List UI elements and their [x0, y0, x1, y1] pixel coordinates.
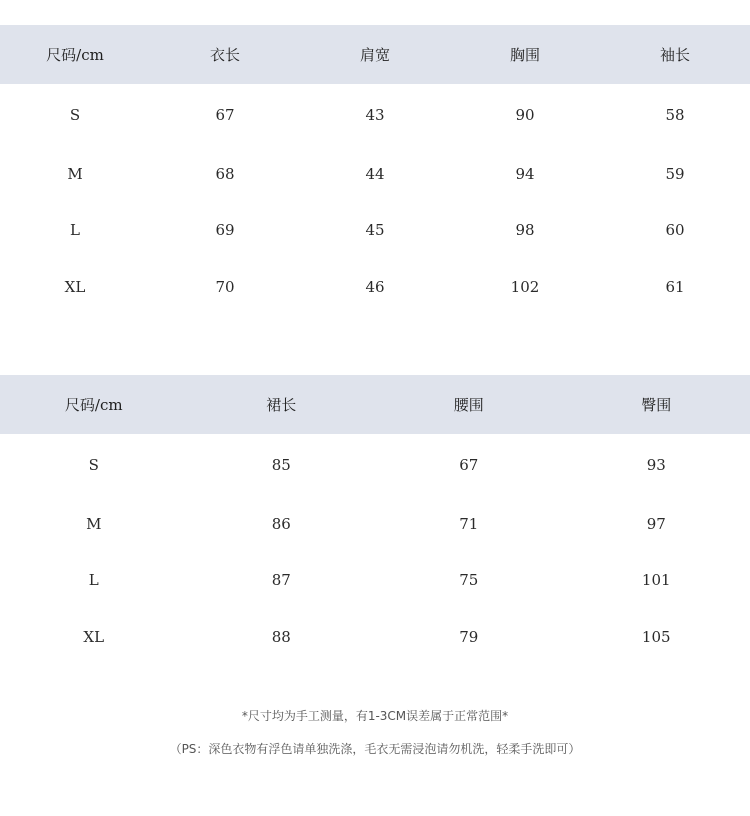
table-row [0, 84, 750, 145]
table-row [0, 145, 750, 202]
header-length: 衣长 [150, 25, 300, 84]
table-header-row [0, 25, 750, 84]
table-cell: 90 [515, 105, 535, 124]
measurement-note: *尺寸均为手工测量，有1-3CM误差属于正常范围* [241, 709, 509, 723]
table-cell: 59 [665, 164, 685, 183]
table-cell: L [70, 221, 80, 239]
table-cell: 71 [459, 514, 479, 533]
care-note: （PS：深色衣物有浮色请单独洗涤，毛衣无需浸泡请勿机洗，轻柔手洗即可） [169, 742, 581, 756]
table-cell: 105 [641, 627, 671, 646]
table-cell: 75 [459, 571, 479, 589]
table-row [0, 552, 750, 608]
table-cell: 86 [271, 514, 291, 533]
table-cell: 85 [271, 455, 291, 474]
table-cell: XL [64, 277, 86, 296]
header-size: 尺码/cm [0, 25, 150, 84]
header-sleeve: 袖长 [600, 25, 750, 84]
table-cell: 70 [215, 277, 235, 296]
header-chest: 胸围 [450, 25, 600, 84]
table-cell: 46 [365, 277, 385, 296]
table-row [0, 495, 750, 552]
table-cell: M [67, 164, 83, 183]
bottom-size-table [0, 375, 750, 665]
table-cell: 93 [646, 455, 666, 474]
table-cell: 102 [510, 277, 540, 296]
table-cell: 68 [215, 164, 235, 183]
table-cell: 58 [665, 105, 685, 124]
table-cell: 67 [215, 105, 235, 124]
table-row [0, 258, 750, 315]
table-cell: 88 [271, 627, 291, 646]
table-cell: 87 [271, 571, 291, 589]
table-cell: L [88, 571, 99, 589]
top-size-table [0, 25, 750, 315]
header-size: 尺码/cm [0, 375, 188, 434]
table-cell: 61 [665, 277, 685, 296]
table-cell: 98 [515, 221, 535, 239]
table-header-row [0, 375, 750, 434]
table-cell: 43 [365, 105, 385, 124]
table-cell: XL [83, 627, 105, 646]
table-cell: 94 [515, 164, 535, 183]
table-row [0, 202, 750, 258]
header-shoulder: 肩宽 [300, 25, 450, 84]
table-cell: 101 [641, 571, 671, 589]
table-cell: 60 [665, 221, 685, 239]
header-waist: 腰围 [375, 375, 563, 434]
table-row [0, 608, 750, 665]
table-cell: S [88, 455, 99, 474]
header-skirt-length: 裙长 [188, 375, 376, 434]
table-cell: 69 [215, 221, 235, 239]
table-cell: S [69, 105, 81, 124]
table-cell: 67 [459, 455, 479, 474]
table-cell: M [86, 514, 102, 533]
table-cell: 45 [365, 221, 385, 239]
header-hip: 臀围 [563, 375, 750, 434]
table-cell: 44 [365, 164, 385, 183]
table-cell: 79 [459, 627, 479, 646]
table-cell: 97 [646, 514, 666, 533]
table-row [0, 434, 750, 495]
